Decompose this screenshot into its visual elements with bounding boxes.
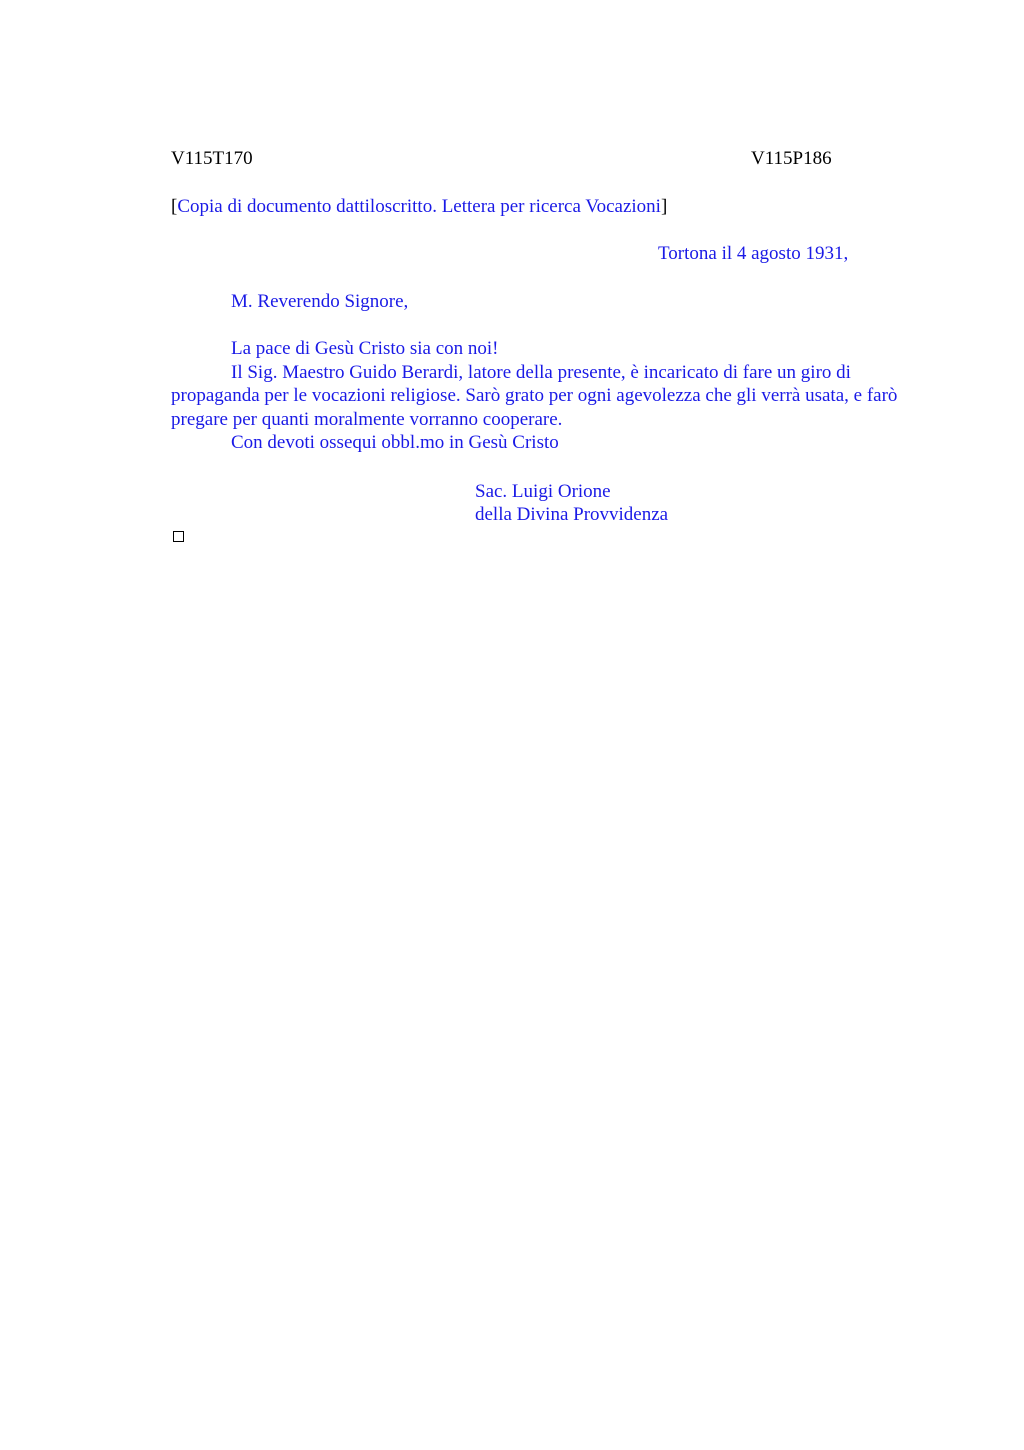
signature-title: della Divina Provvidenza [475,504,669,525]
letter-paragraph: Con devoti ossequi obbl.mo in Gesù Cristo [231,432,559,453]
end-marker-square-icon [173,531,184,542]
document-note [171,195,667,218]
letter-date: Tortona il 4 agosto 1931, [658,243,849,264]
letter-paragraph: Il Sig. Maestro Guido Berardi, latore della presente, è incaricato di fare un giro di propaganda per le vocazioni religiose. Sarò grato per ogni agevolezza che gli verrà usata, e farò pregare per quanti moralmente vorranno cooperare. [171,361,898,430]
signature-name: Sac. Luigi Orione [475,481,611,502]
letter-body [171,337,931,455]
letter-salutation: M. Reverendo Signore, [231,291,409,312]
note-open-bracket: [ [171,196,178,217]
document-code-left: V115T170 [171,148,253,169]
letter-paragraph: La pace di Gesù Cristo sia con noi! [231,338,499,359]
document-code-right: V115P186 [751,148,832,169]
note-close-bracket: ] [660,196,668,217]
note-text: Copia di documento dattiloscritto. Lettera per ricerca Vocazioni [177,196,661,217]
